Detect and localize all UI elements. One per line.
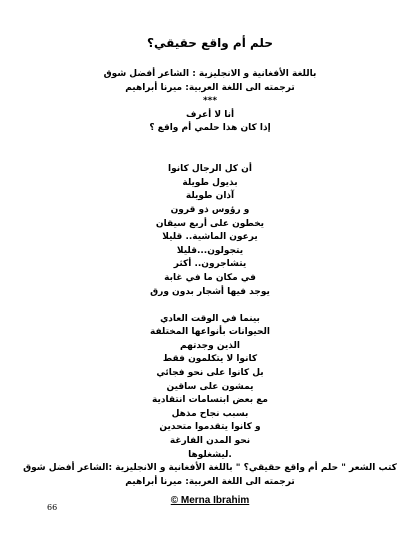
poem-line: يمشون على ساقين — [166, 381, 254, 392]
poem-line: أنا لا أعرف — [185, 109, 235, 120]
stanza-gap — [20, 299, 400, 313]
poem-line: آذان طويلة — [185, 191, 235, 202]
poem-title: حلم أم واقع حقيقي؟ — [147, 36, 273, 50]
poem-line: بذيول طويلة — [182, 177, 238, 188]
poem-line: الحيوانات بأنواعها المختلفة — [149, 327, 271, 338]
poem-line: يوجد فيها أشجار بدون ورق — [150, 286, 270, 297]
credits-line: كتب الشعر " حلم أم واقع حقيقي؟ " باللغة الأفغانية و الانجليزية :الشاعر أفضل شوق — [23, 463, 397, 474]
separator-stars: *** — [202, 96, 218, 107]
stanza-one — [20, 163, 400, 299]
poem-line: بينما في الوقت العادي — [160, 313, 260, 324]
credits-translator-line: ترجمته الى اللغة العربية: ميرنا أبراهيم — [125, 476, 295, 487]
copyright-notice: © Merna Ibrahim — [170, 495, 250, 507]
poem-line: إذا كان هذا حلمي أم واقع ؟ — [149, 123, 271, 134]
poem-content — [20, 36, 400, 508]
poem-line: .ليشغلوها — [188, 449, 232, 460]
poem-line: الذين وجدتهم — [180, 340, 240, 351]
poem-line: كانوا لا يتكلمون فقط — [162, 354, 258, 365]
stanza-gap — [20, 150, 400, 164]
stanza-gap — [20, 136, 400, 150]
poem-line: و كانوا يتقدموا متحدين — [159, 422, 261, 433]
page-number: 66 — [47, 503, 58, 512]
poem-line: أن كل الرجال كانوا — [168, 164, 252, 175]
author-line: باللغة الأفغانية و الانجليزية : الشاعر أفضل شوق — [103, 69, 317, 79]
poem-line: يتشاجرون.. أكثر — [173, 259, 247, 270]
poem-line: بسبب نجاح مذهل — [171, 408, 249, 419]
poem-line: يرعون الماشية.. قليلا — [162, 232, 258, 243]
poem-line: يخطون على أربع سيقان — [155, 218, 265, 229]
credits-block — [20, 462, 400, 489]
intro-block — [20, 68, 400, 136]
poem-line: نحو المدن الفارغة — [169, 436, 251, 447]
poem-line: مع بعض ابتسامات انتقادية — [152, 395, 268, 406]
stanza-two — [20, 313, 400, 463]
poem-line: بل كانوا على نحو فجائي — [156, 368, 264, 379]
translator-line: ترجمته الى اللغة العربية: ميرنا أبراهيم — [125, 82, 295, 93]
poem-line: في مكان ما في غابة — [164, 272, 256, 283]
poem-line: يتجولون...قليلا — [176, 245, 244, 256]
poem-line: و رؤوس ذو قرون — [170, 204, 250, 215]
